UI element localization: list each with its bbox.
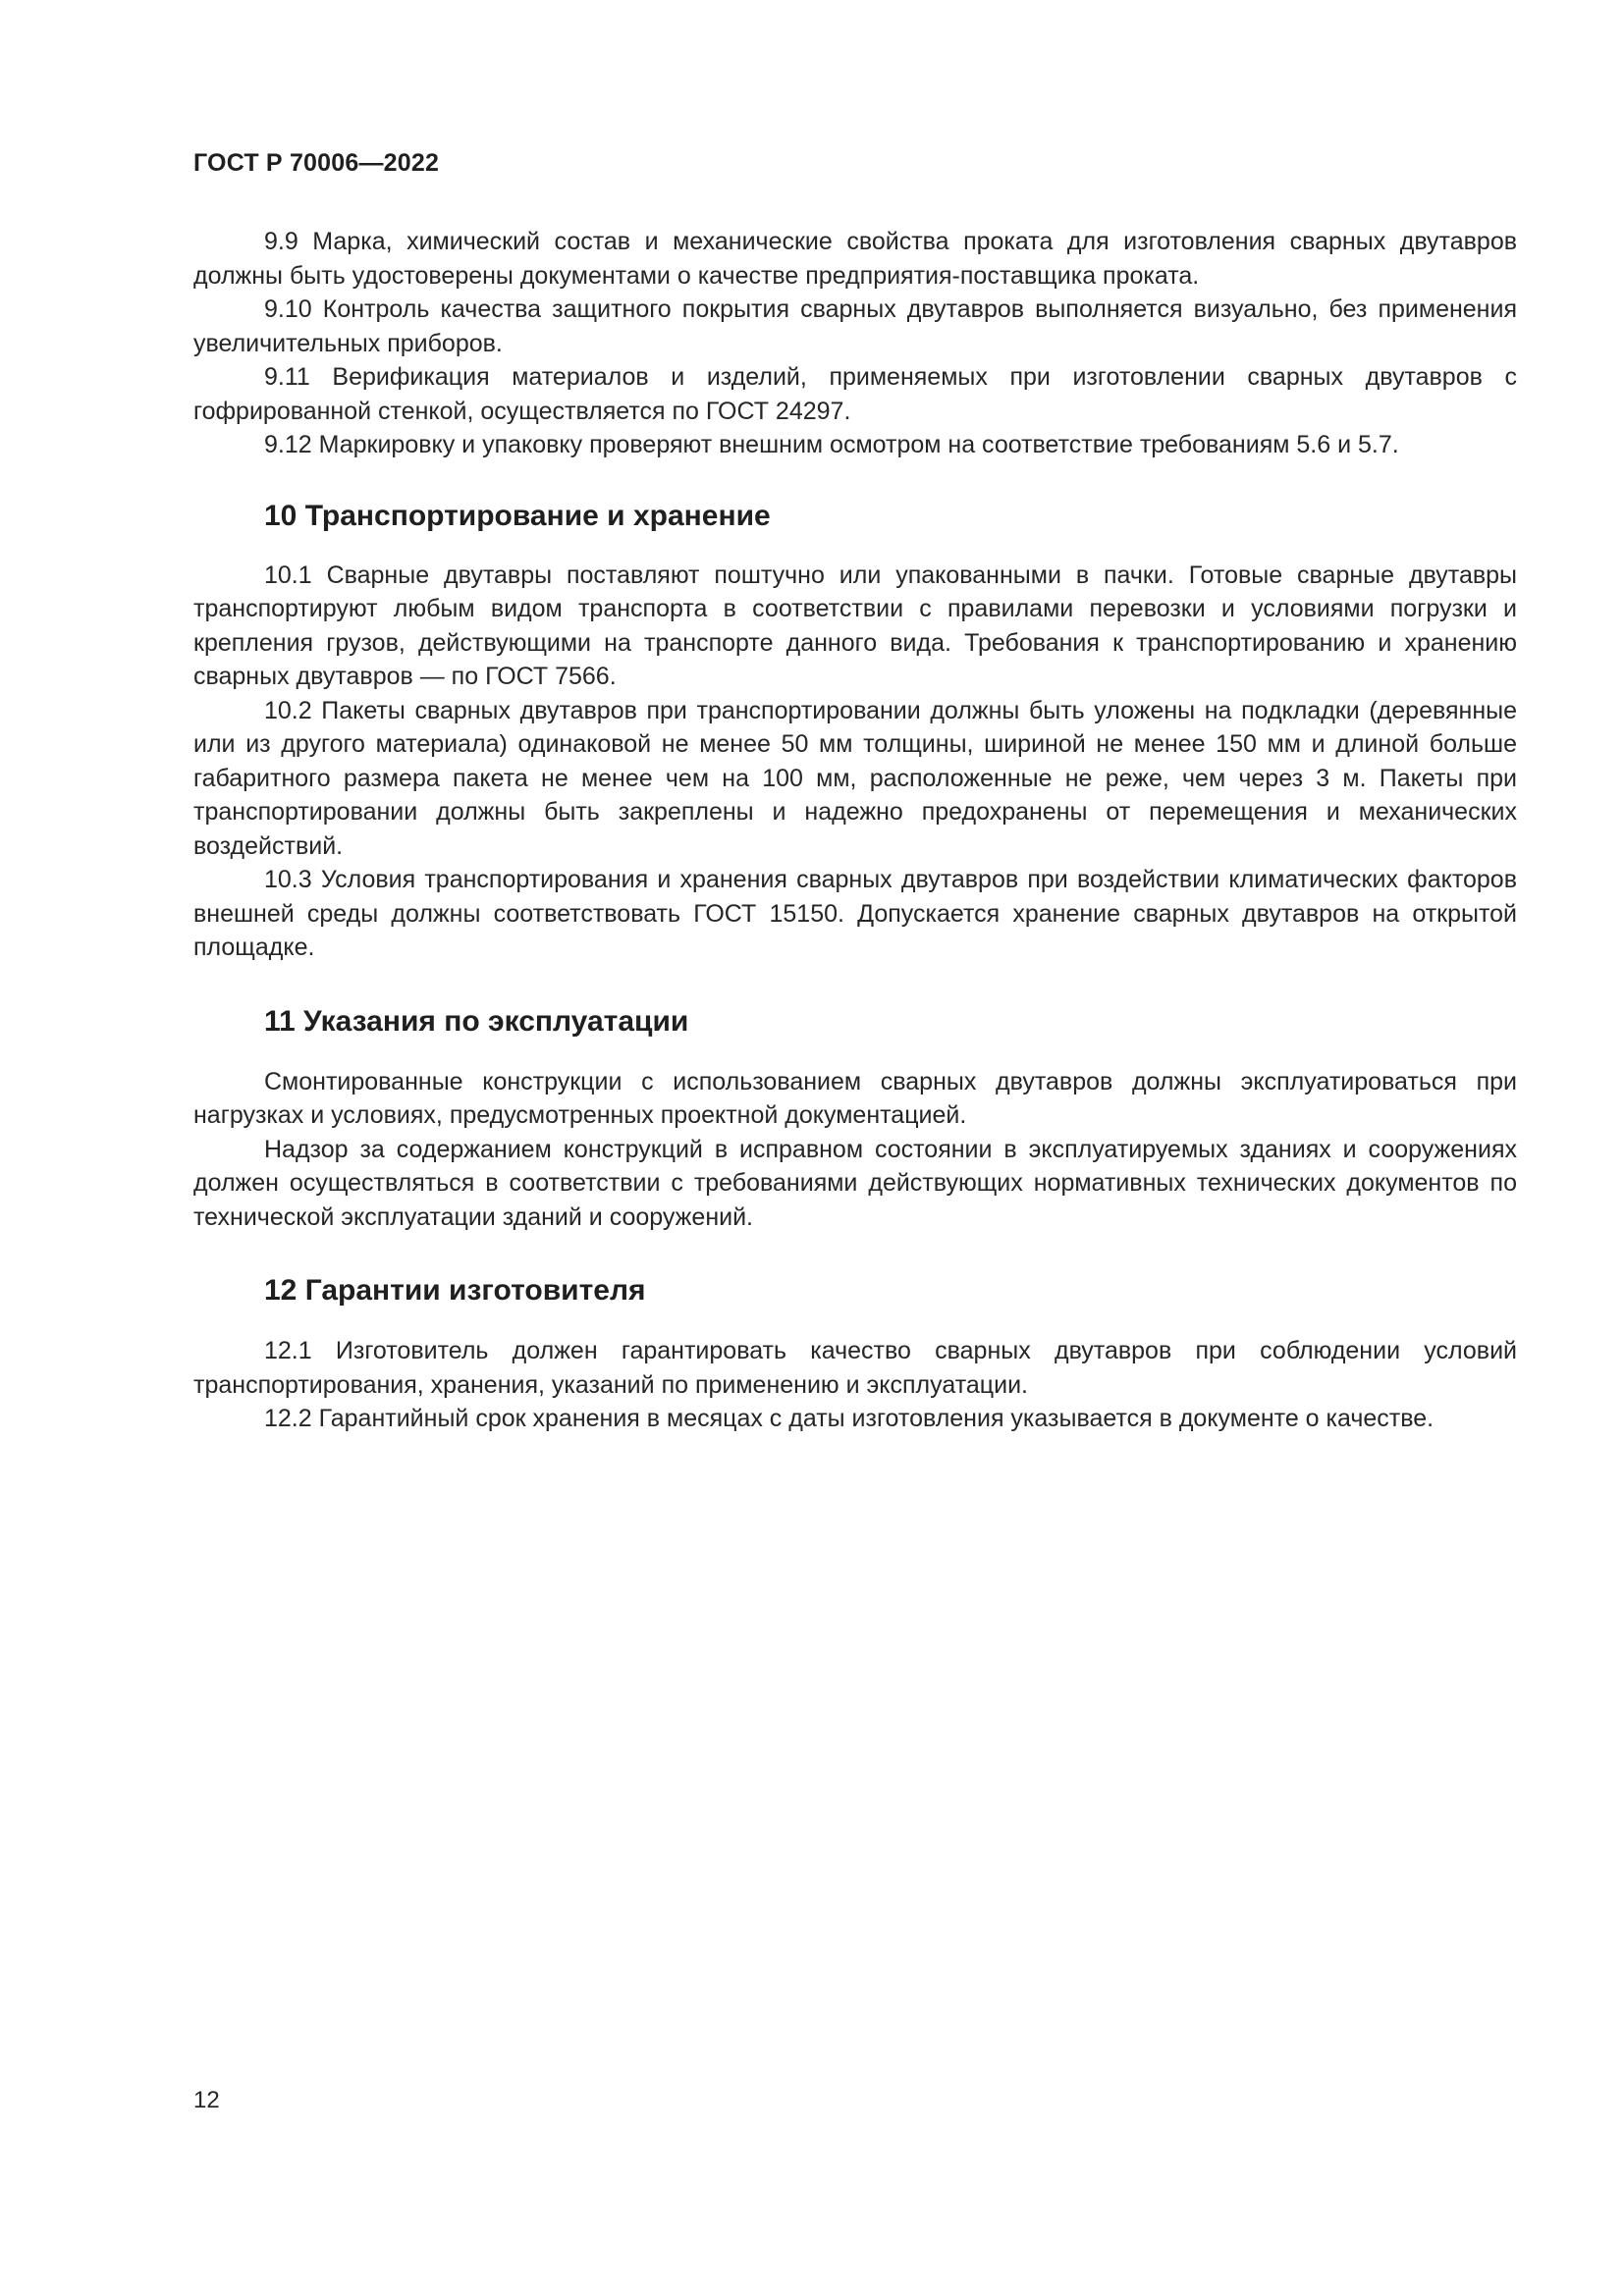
clause-12-1: 12.1 Изготовитель должен гарантировать качество сварных двутавров при соблюдении условий транспортирования, хранения, указаний по применению и эксплуатации. <box>193 1337 1517 1399</box>
section-10-title: 10 Транспортирование и хранение <box>264 499 771 532</box>
clause-10-2: 10.2 Пакеты сварных двутавров при транспортировании должны быть уложены на подкладки (деревянные или из другого материала) одинаковой не менее 50 мм толщины, шириной не менее 150 мм и длиной больше габаритного размера пакета не менее чем на 100 мм, расположенные не реже, чем через 3 м. Пакеты при транспортировании должны быть закреплены и надежно предохранены от перемещения и механических воздействий. <box>193 696 1517 860</box>
clause-12-2: 12.2 Гарантийный срок хранения в месяцах с даты изготовления указывается в документе о качестве. <box>264 1405 1435 1432</box>
section-12-title: 12 Гарантии изготовителя <box>264 1274 646 1307</box>
clause-9-12: 9.12 Маркировку и упаковку проверяют внешним осмотром на соответствие требованиям 5.6 и 5.7. <box>264 431 1399 458</box>
clause-9-9: 9.9 Марка, химический состав и механические свойства проката для изготовления сварных двутавров должны быть удостоверены документами о качестве предприятия-поставщика проката. <box>193 228 1517 290</box>
page-number: 12 <box>193 2087 220 2113</box>
document-body <box>193 225 1517 1436</box>
section-11-paragraph-1: Смонтированные конструкции с использованием сварных двутавров должны эксплуатироваться при нагрузках и условиях, предусмотренных проектной документацией. <box>193 1067 1517 1129</box>
section-11-title: 11 Указания по эксплуатации <box>264 1004 689 1038</box>
section-11-paragraph-2: Надзор за содержанием конструкций в исправном состоянии в эксплуатируемых зданиях и сооружениях должен осуществляться в соответствии с требованиями действующих нормативных технических документов по технической эксплуатации зданий и сооружений. <box>193 1135 1517 1231</box>
document-header: ГОСТ Р 70006—2022 <box>193 149 440 177</box>
clause-9-10: 9.10 Контроль качества защитного покрытия сварных двутавров выполняется визуально, без применения увеличительных приборов. <box>193 295 1517 357</box>
clause-10-1: 10.1 Сварные двутавры поставляют поштучно или упакованными в пачки. Готовые сварные двутавры транспортируют любым видом транспорта в соответствии с правилами перевозки и условиями погрузки и крепления грузов, действующими на транспорте данного вида. Требования к транспортированию и хранению сварных двутавров — по ГОСТ 7566. <box>193 561 1517 690</box>
clause-9-11: 9.11 Верификация материалов и изделий, применяемых при изготовлении сварных двутавров с гофрированной стенкой, осуществляется по ГОСТ 24297. <box>193 363 1517 425</box>
clause-10-3: 10.3 Условия транспортирования и хранения сварных двутавров при воздействии климатических факторов внешней среды должны соответствовать ГОСТ 15150. Допускается хранение сварных двутавров на открытой площадке. <box>193 866 1517 961</box>
